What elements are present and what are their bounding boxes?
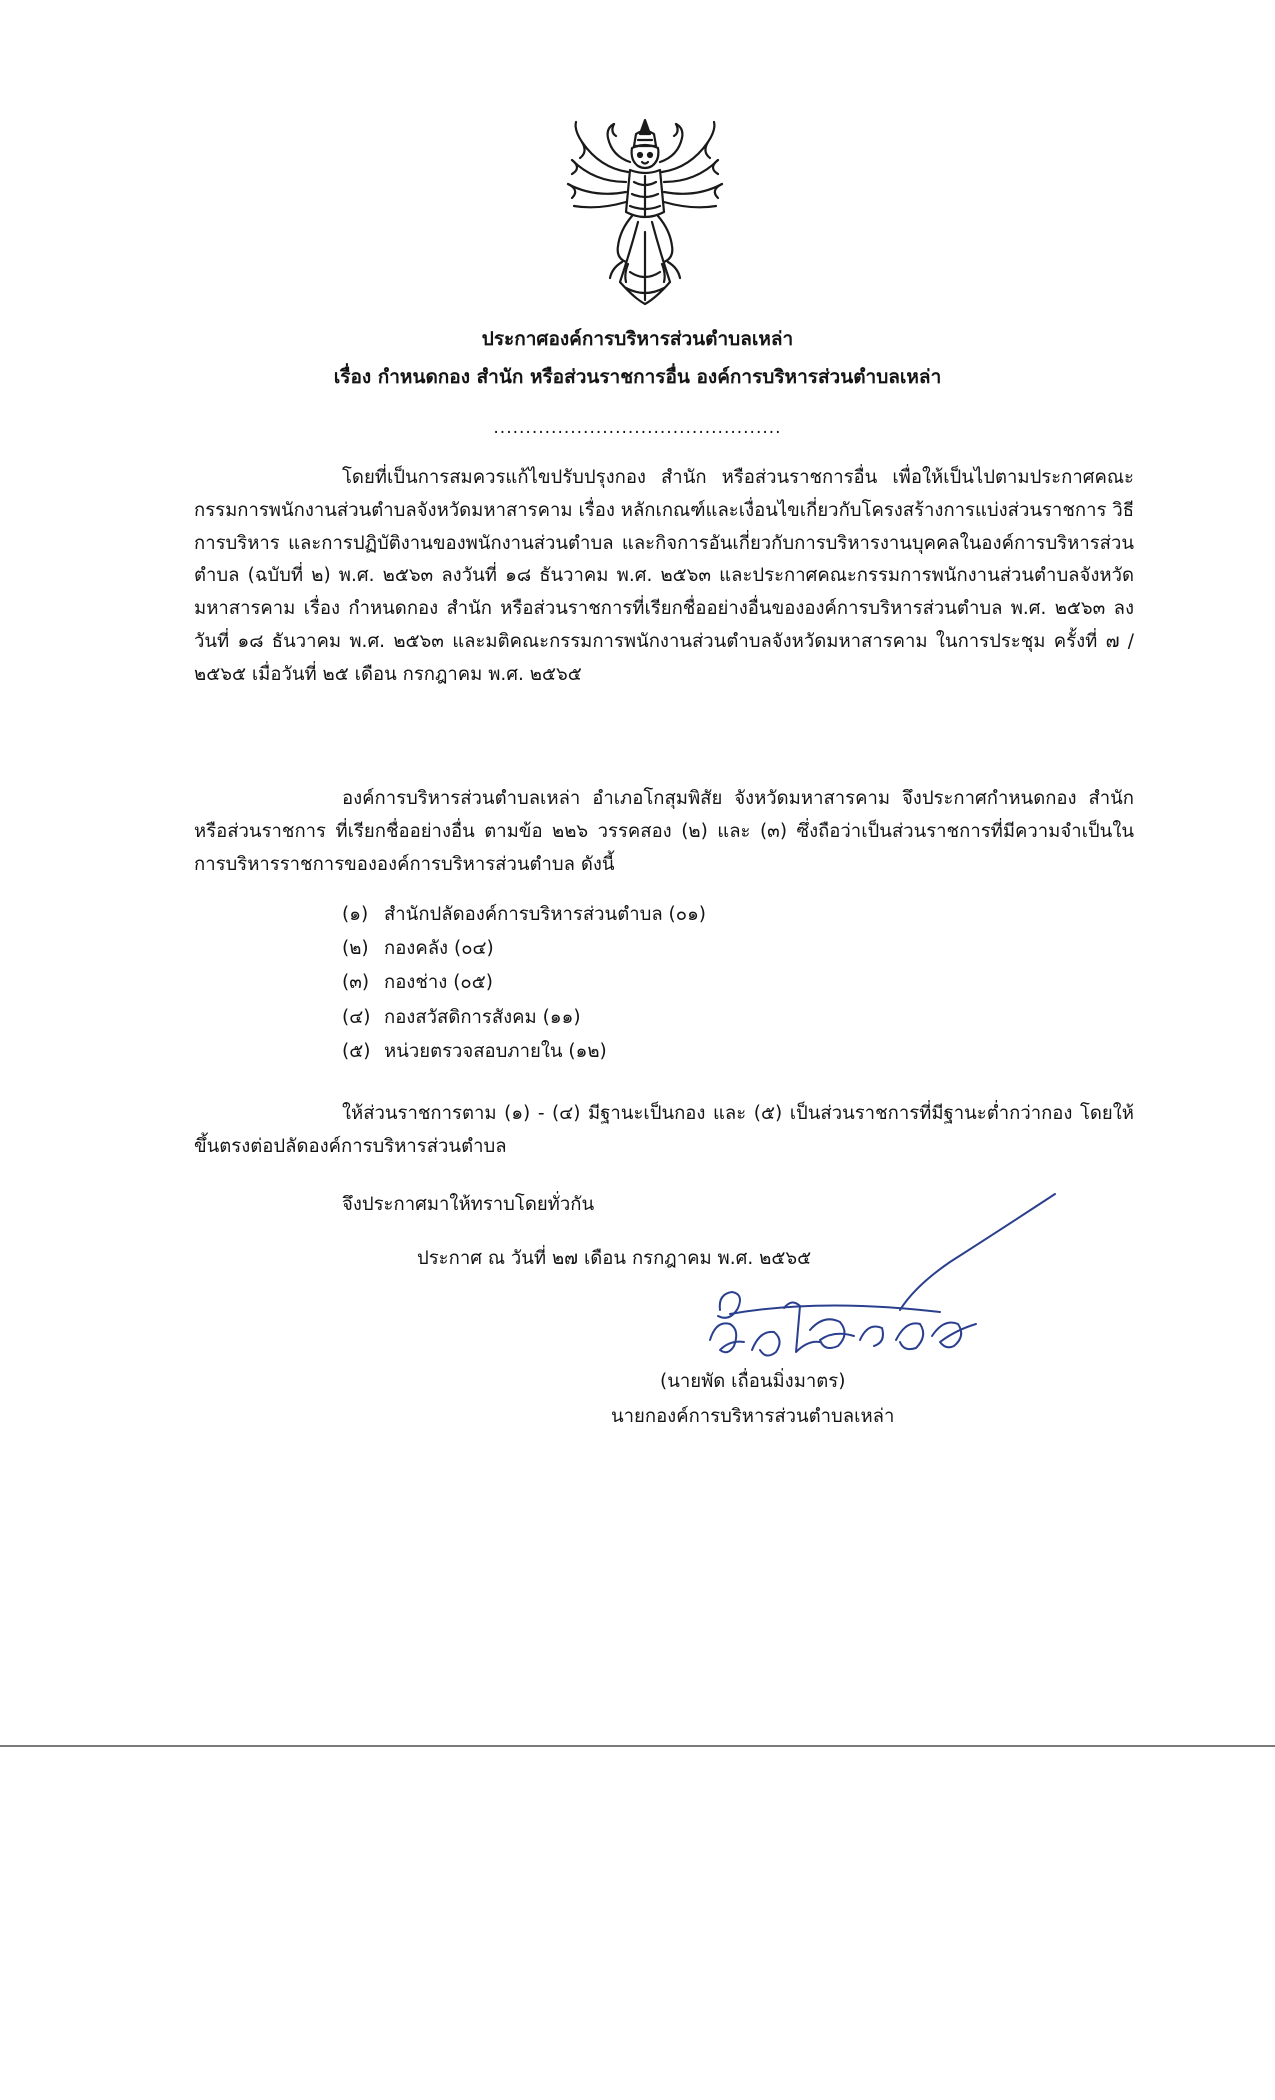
list-item: [342, 966, 706, 1000]
announcement-title: ประกาศองค์การบริหารส่วนตำบลเหล่า: [481, 328, 794, 350]
announcement-subject: เรื่อง กำหนดกอง สำนัก หรือส่วนราชการอื่น องค์การบริหารส่วนตำบลเหล่า: [333, 366, 942, 388]
body-paragraph-1: โดยที่เป็นการสมควรแก้ไขปรับปรุงกอง สำนัก หรือส่วนราชการอื่น เพื่อให้เป็นไปตามประกาศคณะกรรมการพนักงานส่วนตำบลจังหวัดมหาสารคาม เรื่อง หลักเกณฑ์และเงื่อนไขเกี่ยวกับโครงสร้างการแบ่งส่วนราชการ วิธีการบริหาร และการปฏิบัติงานของพนักงานส่วนตำบล และกิจการอันเกี่ยวกับการบริหารงานบุคคลในองค์การบริหารส่วนตำบล (ฉบับที่ ๒) พ.ศ. ๒๕๖๓ ลงวันที่ ๑๘ ธันวาคม พ.ศ. ๒๕๖๓ และประกาศคณะกรรมการพนักงานส่วนตำบลจังหวัดมหาสารคาม เรื่อง กำหนดกอง สำนัก หรือส่วนราชการที่เรียกชื่ออย่างอื่นขององค์การบริหารส่วนตำบล พ.ศ. ๒๕๖๓ ลงวันที่ ๑๘ ธันวาคม พ.ศ. ๒๕๖๓ และมติคณะกรรมการพนักงานส่วนตำบลจังหวัดมหาสารคาม ในการประชุม ครั้งที่ ๗ / ๒๕๖๕ เมื่อวันที่ ๒๕ เดือน กรกฎาคม พ.ศ. ๒๕๖๕: [194, 467, 1134, 685]
signatory-name: (นายพัด เถื่อนมิ่งมาตร): [660, 1371, 846, 1392]
list-item-number: (๓): [342, 972, 370, 994]
list-item: [342, 932, 706, 966]
signatory-position: นายกองค์การบริหารส่วนตำบลเหล่า: [611, 1406, 895, 1427]
body-paragraph-2: องค์การบริหารส่วนตำบลเหล่า อำเภอโกสุมพิสัย จังหวัดมหาสารคาม จึงประกาศกำหนดกอง สำนัก หรือส่วนราชการ ที่เรียกชื่ออย่างอื่น ตามข้อ ๒๒๖ วรรคสอง (๒) และ (๓) ซึ่งถือว่าเป็นส่วนราชการที่มีความจำเป็นในการบริหารราชการขององค์การบริหารส่วนตำบล ดังนี้: [194, 788, 1134, 875]
unit-list: [342, 898, 706, 1069]
list-item-label: หน่วยตรวจสอบภายใน (๑๒): [384, 1040, 607, 1062]
given-date: ประกาศ ณ วันที่ ๒๗ เดือน กรกฎาคม พ.ศ. ๒๕๖๕: [417, 1248, 812, 1269]
page-edge-divider: [0, 1745, 1275, 1747]
list-item-number: (๔): [342, 1006, 371, 1028]
garuda-emblem-icon: [560, 112, 730, 312]
list-item-label: กองคลัง (๐๔): [384, 938, 494, 960]
list-item-number: (๒): [342, 938, 369, 960]
handwritten-signature: [700, 1190, 1060, 1380]
list-item-label: สำนักปลัดองค์การบริหารส่วนตำบล (๐๑): [384, 904, 707, 925]
list-item: [342, 1001, 706, 1035]
list-item: [342, 898, 706, 932]
list-item: [342, 1035, 706, 1069]
list-item-label: กองสวัสดิการสังคม (๑๑): [384, 1006, 581, 1028]
closing-line: จึงประกาศมาให้ทราบโดยทั่วกัน: [342, 1194, 595, 1215]
body-paragraph-3: ให้ส่วนราชการตาม (๑) - (๔) มีฐานะเป็นกอง และ (๕) เป็นส่วนราชการที่มีฐานะต่ำกว่ากอง โดยให้ขึ้นตรงต่อปลัดองค์การบริหารส่วนตำบล: [194, 1103, 1134, 1157]
list-item-number: (๕): [342, 1040, 371, 1062]
list-item-number: (๑): [342, 904, 369, 925]
list-item-label: กองช่าง (๐๕): [384, 972, 493, 994]
dotted-separator: .............................................: [493, 418, 782, 438]
